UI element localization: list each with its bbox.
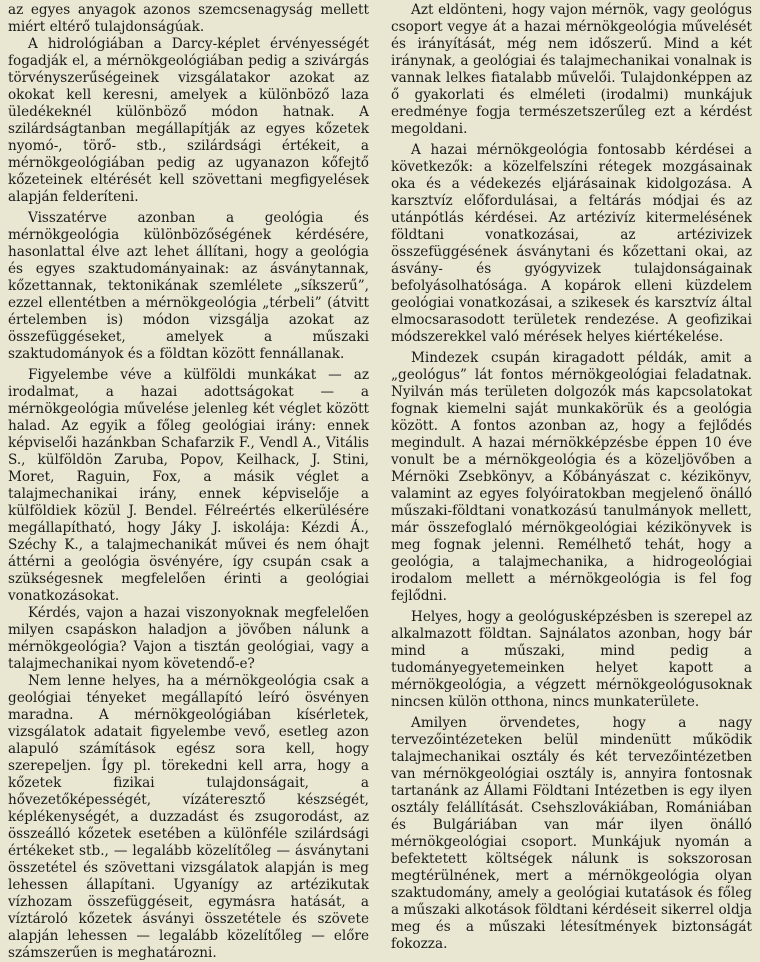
left-column <box>8 2 369 961</box>
paragraph: Kérdés, vajon a hazai viszonyoknak megfelelően milyen csapáskon haladjon a jövőben nálunk a mérnökgeológia? Vajon a tisztán geológiai, vagy a talajmechanikai nyom követendő-e? <box>8 605 369 672</box>
right-column <box>391 2 752 952</box>
paragraph: Azt eldönteni, hogy vajon mérnök, vagy geológus csoport vegye át a hazai mérnökgeológia művelését és irányítását, még nem időszerű. Mind a két iránynak, a geológiai és talajmechanikai vonalnak is vannak lelkes fiatalabb művelői. Tulajdonképpen az ő gyakorlati és elméleti (irodalmi) munkájuk eredménye fogja természetszerűleg ezt a kérdést megoldani. <box>391 2 752 137</box>
paragraph: az egyes anyagok azonos szemcsenagyság mellett miért eltérő tulajdonságúak. <box>8 2 369 35</box>
paragraph: Amilyen örvendetes, hogy a nagy tervezőintézeteken belül mindenütt működik talajmechanikai osztály és két tervezőintézetben van mérnökgeológiai osztály is, annyira fontosnak tartanánk az Állami Földtani Intézetben is egy ilyen osztály felállítását. Csehszlovákiában, Romániában és Bulgáriában van már ilyen önálló mérnökgeológiai csoport. Munkájuk nyomán a befektetett költségek nálunk is sokszorosan megtérülnének, mert a mérnökgeológia olyan szaktudomány, amely a geológiai kutatások és főleg a műszaki alkotások földtani kérdéseit sikerrel oldja meg és a műszaki létesítmények biztonságát fokozza. <box>391 715 752 952</box>
paragraph: Figyelembe véve a külföldi munkákat — az irodalmat, a hazai adottságokat — a mérnökgeológia művelése jelenleg két véglet között halad. Az egyik a főleg geológiai irány: ennek képviselői hazánkban Schafarzik F., Vendl A., Vitális S., külföldön Zaruba, Popov, Keilhack, J. Stini, Moret, Raguin, Fox, a másik véglet a talajmechanikai irány, ennek képviselője a külföldiek közül J. Bendel. Félreértés elkerülésére megállapítható, hogy Jáky J. iskolája: Kézdi Á., Széchy K., a talajmechanikát művei és nem óhajt áttérni a geológia ösvényére, így csupán csak a szükségesnek megfelelően érinti a geológiai vonatkozásokat. <box>8 367 369 604</box>
paragraph: Nem lenne helyes, ha a mérnökgeológia csak a geológiai tényeket megállapító leíró ösvényen maradna. A mérnökgeológiában kísérletek, vizsgálatok adatait figyelembe vevő, esetleg azon alapuló számítások egész sora kell, hogy szerepeljen. Így pl. törekedni kell arra, hogy a kőzetek fizikai tulajdonságait, a hővezetőképességét, vízáteresztő készségét, képlékenységét, a duzzadást és zsugorodást, az összeálló kőzetek esetében a különféle szilárdsági értékeket stb., — legalább közelítőleg — ásványtani összetétel és szövettani vizsgálatok alapján is meg lehessen állapítani. Ugyanígy az artézikutak vízhozam összefüggéseit, egymásra hatását, a víztároló kőzetek ásványi összetétele és szövete alapján lehessen — legalább közelítőleg — előre számszerűen is meghatározni. <box>8 673 369 961</box>
paragraph: Mindezek csupán kiragadott példák, amit a „geológus” lát fontos mérnökgeológiai feladatnak. Nyilván más területen dolgozók más kapcsolatokat fognak kiemelni saját munkakörük és a geológia között. A fontos azonban az, hogy a fejlődés megindult. A hazai mérnökképzésbe éppen 10 éve vonult be a mérnökgeológia és a közeljövőben a Mérnöki Zsebkönyv, a Kőbányászat c. kézikönyv, valamint az egyes folyóiratokban megjelenő önálló műszaki-földtani vonatkozású tanulmányok mellett, már összefoglaló mérnökgeológiai kézikönyvek is meg fognak jelenni. Remélhető tehát, hogy a geológia, a talajmechanika, a hidrogeológiai irodalom mellett a mérnökgeológia is fel fog fejlődni. <box>391 350 752 604</box>
paragraph: Helyes, hogy a geológusképzésben is szerepel az alkalmazott földtan. Sajnálatos azonban, hogy bár mind a műszaki, mind pedig a tudományegyetemeinken helyet kapott a mérnökgeológia, a végzett mérnökgeológusoknak nincsen külön otthona, nincs munkaterülete. <box>391 609 752 710</box>
paragraph: Visszatérve azonban a geológia és mérnökgeológia különbözőségének kérdésére, hasonlattal élve azt lehet állítani, hogy a geológia és egyes szaktudományainak: az ásványtannak, kőzettannak, tektonikának szemlélete „síkszerű”, ezzel ellentétben a mérnökgeológia „térbeli” (átvitt értelemben is) módon vizsgálja azokat az összefüggéseket, amelyek a műszaki szaktudományok és a földtan között fennállanak. <box>8 210 369 362</box>
paragraph: A hidrológiában a Darcy-képlet érvényességét fogadják el, a mérnökgeológiában pedig a szivárgás törvényszerűségeinek vizsgálatakor azokat az okokat kell keresni, amelyek a különböző laza üledékeknél különböző módon hatnak. A szilárdságtanban megállapítják az egyes kőzetek nyomó-, törő- stb., szilárdsági értékeit, a mérnökgeológiában pedig az ugyanazon kőfejtő kőzeteinek eltérését kell szövettani megfigyelések alapján felderíteni. <box>8 36 369 205</box>
paragraph: A hazai mérnökgeológia fontosabb kérdései a következők: a közelfelszíni rétegek mozgásainak oka és a védekezés eljárásainak kidolgozása. A karsztvíz előfordulásai, a feltárás módjai és az utánpótlás kérdései. Az artézivíz kitermelésének földtani vonatkozásai, az artézivizek összefüggésének ásványtani és kőzettani okai, az ásvány- és gyógyvizek tulajdonságainak befolyásolhatósága. A kopárok elleni küzdelem geológiai vonatkozásai, a szikesek és karsztvíz által elmocsarasodott területek rendezése. A geofizikai módszerekkel való mérések helyes kiértékelése. <box>391 142 752 345</box>
